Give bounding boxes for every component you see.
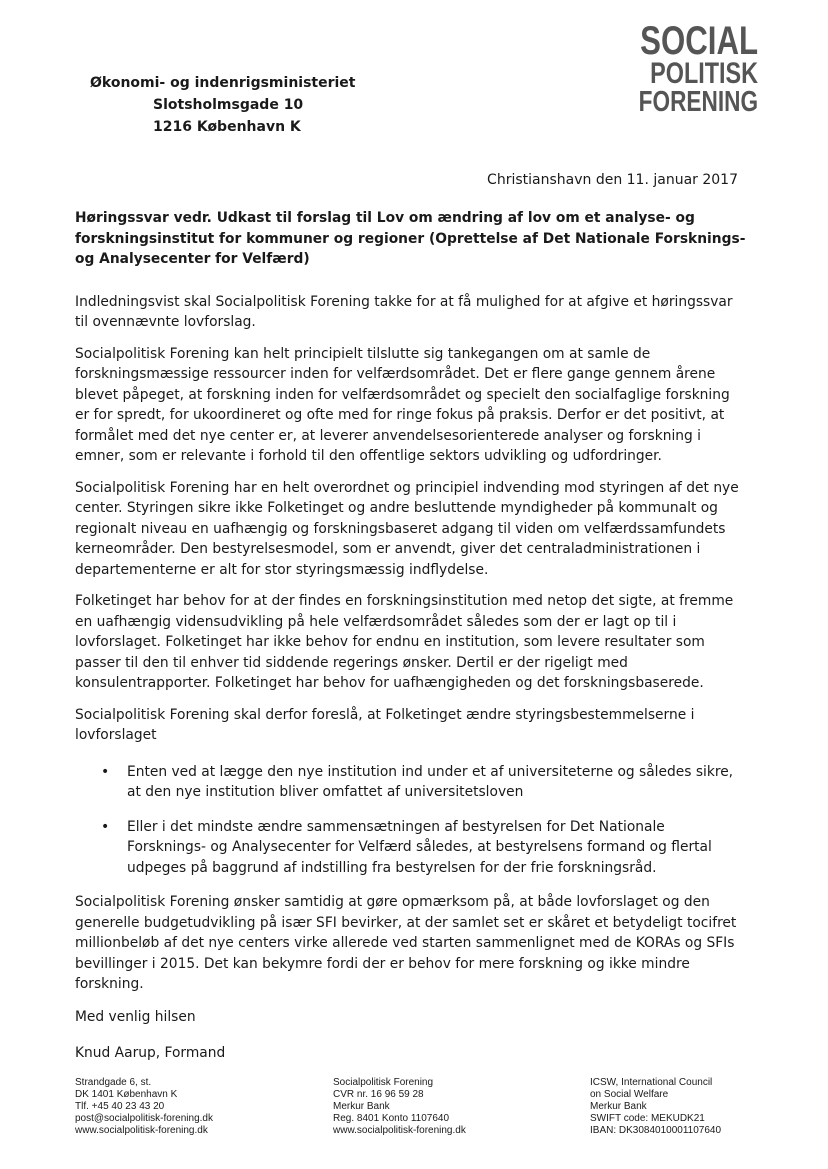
footer-line: ICSW, International Council <box>590 1077 713 1088</box>
paragraph: Folketinget har behov for at der findes en forskningsinstitution med netop det sigte, at fremme en uafhængig vidensudvikling på hele velfærdsområdet således som der er lagt op til i lovforslaget. Folketinget har ikke behov for endnu en institution, som levere resultater som passer til den til enhver tid siddende regerings ønsker. Dertil er der rigeligt med konsulentrapporter. Folketinget har behov for uafhængigheden og det forskningsbaserede. <box>75 593 734 691</box>
footer-line: Merkur Bank <box>590 1101 647 1112</box>
recipient-name: Økonomi- og indenrigsministeriet <box>90 75 356 91</box>
footer-line: Merkur Bank <box>333 1101 390 1112</box>
footer-line: IBAN: DK3084010001107640 <box>590 1125 722 1136</box>
paragraph: Socialpolitisk Forening kan helt principielt tilslutte sig tankegangen om at samle de forskningsmæssige ressourcer inden for velfærdsområdet. Det er flere gange gennem årene blevet påpeget, at forskning inden for velfærdsområdet og specielt den socialfaglige forskning er for spredt, for ukoordineret og ofte med for ringe fokus på praksis. Derfor er det positivt, at formålet med det nye center er, at leverer anvendelsesorienterede analyser og forskning i emner, som er relevante i forhold til den offentlige sektors udvikling og udfordringer. <box>75 345 730 464</box>
footer-line: CVR nr. 16 96 59 28 <box>333 1089 424 1100</box>
recipient-address <box>90 72 356 138</box>
recipient-city: 1216 København K <box>153 119 301 135</box>
list-item <box>101 762 747 803</box>
paragraph: Socialpolitisk Forening ønsker samtidig at gøre opmærksom på, at både lovforslaget og den generelle budgetudvikling på især SFI bevirker, at der samlet set er skåret et betydeligt tocifret millionbeløb af det nye centers virke allerede ved starten sammenlignet med de KORAs og SFIs bevillinger i 2015. Det kan bekymre fordi der er behov for mere forskning og ikke mindre forskning. <box>75 894 737 992</box>
proposal-list <box>75 762 747 879</box>
recipient-street: Slotsholmsgade 10 <box>153 97 304 113</box>
footer-website: www.socialpolitisk-forening.dk <box>75 1125 208 1136</box>
footer-website: www.socialpolitisk-forening.dk <box>333 1125 466 1136</box>
footer-line: Reg. 8401 Konto 1107640 <box>333 1113 450 1124</box>
footer-line: Tlf. +45 40 23 43 20 <box>75 1101 165 1112</box>
letter-subject: Høringssvar vedr. Udkast til forslag til Lov om ændring af lov om et analyse- og forskningsinstitut for kommuner og regioner (Oprettelse af Det Nationale Forsknings- og Analysecenter for Velfærd) <box>75 210 746 267</box>
footer-address-column <box>75 1077 213 1137</box>
list-item-text: Enten ved at lægge den nye institution ind under et af universiteterne og således sikre, at den nye institution bliver omfattet af universitetsloven <box>127 763 734 800</box>
footer-icsw-column <box>590 1077 721 1137</box>
paragraph: Indledningsvist skal Socialpolitisk Forening takke for at få mulighed for at afgive et høringssvar til ovennævnte lovforslag. <box>75 293 733 330</box>
footer-line: SWIFT code: MEKUDK21 <box>590 1113 705 1124</box>
letter-body <box>75 208 747 1075</box>
closing: Med venlig hilsen <box>75 1008 196 1025</box>
footer-email: post@socialpolitisk-forening.dk <box>75 1113 213 1124</box>
bullet-icon: • <box>101 763 110 780</box>
organization-logo <box>638 19 758 118</box>
list-item <box>101 817 747 879</box>
footer-bank-column <box>333 1077 466 1137</box>
paragraph: Socialpolitisk Forening har en helt overordnet og principiel indvending mod styringen af det nye center. Styringen sikre ikke Folketinget og andre besluttende myndigheder på kommunalt og regionalt niveau en uafhængig og forskningsbaseret adgang til viden om velfærdssamfundets kerneområder. Den bestyrelsesmodel, som er anvendt, giver det centraladministrationen i departementerne er alt for stor styringsmæssig indflydelse. <box>75 479 739 578</box>
footer-line: Strandgade 6, st. <box>75 1077 152 1088</box>
logo-line-1: SOCIAL <box>640 19 758 63</box>
logo-line-3: FORENING <box>638 85 758 118</box>
letter-date: Christianshavn den 11. januar 2017 <box>487 172 738 188</box>
footer-line: Socialpolitisk Forening <box>333 1077 434 1088</box>
list-item-text: Eller i det mindste ændre sammensætningen af bestyrelsen for Det Nationale Forsknings- og Analysecenter for Velfærd således, at bestyrelsens formand og flertal udpeges på baggrund af indstilling fra bestyrelsen for der frie forskningsråd. <box>127 818 712 876</box>
bullet-icon: • <box>101 818 110 835</box>
logo-line-2: POLITISK <box>650 57 758 90</box>
paragraph: Socialpolitisk Forening skal derfor foreslå, at Folketinget ændre styringsbestemmelserne i lovforslaget <box>75 706 695 743</box>
footer-line: DK 1401 København K <box>75 1089 178 1100</box>
signature: Knud Aarup, Formand <box>75 1045 226 1061</box>
footer-line: on Social Welfare <box>590 1089 669 1100</box>
